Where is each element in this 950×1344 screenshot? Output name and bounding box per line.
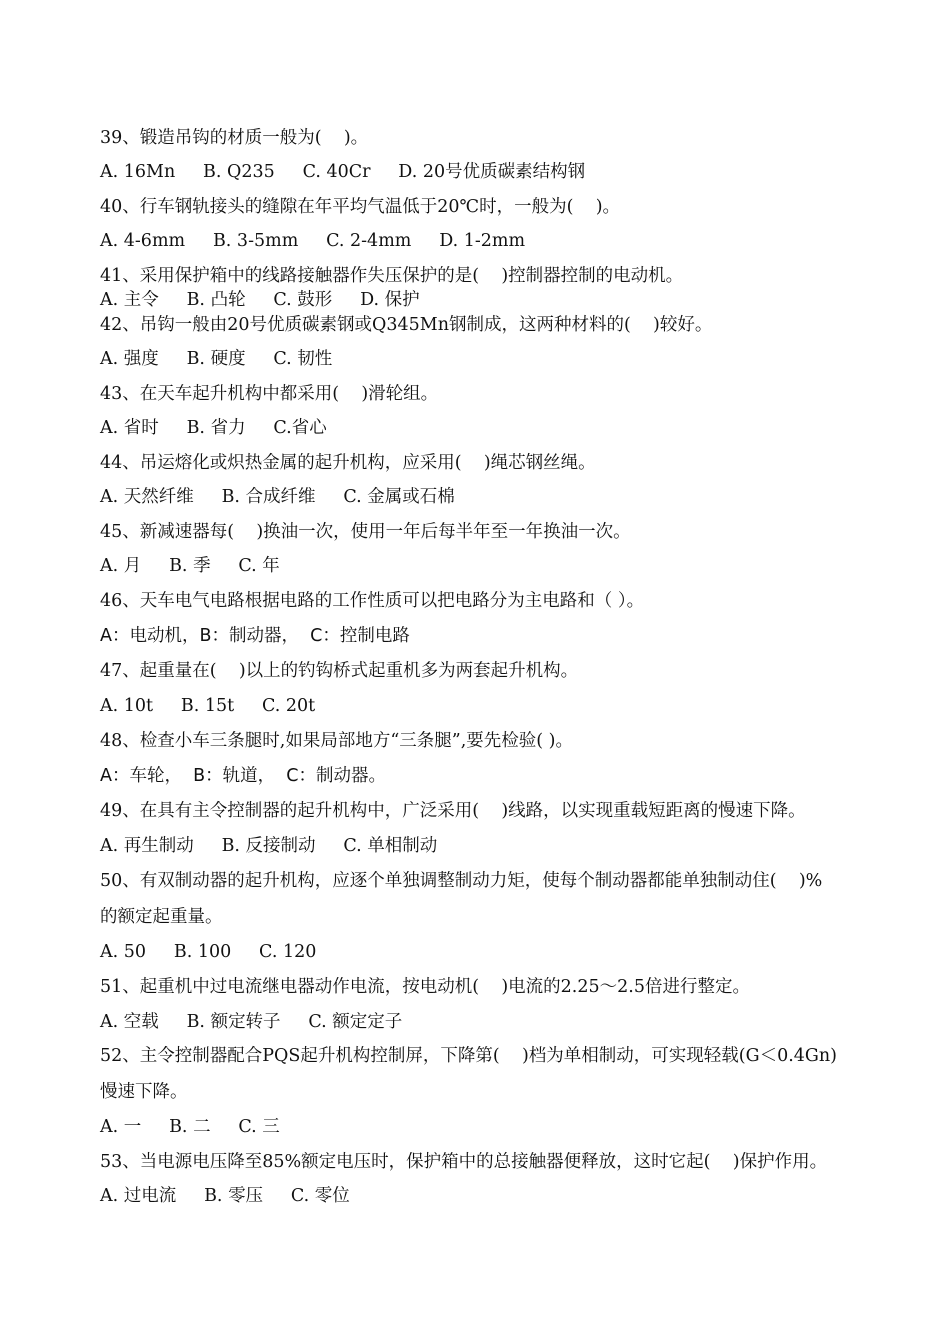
question-43: 43、在天车起升机构中都采用( )滑轮组。 xyxy=(100,384,439,404)
question-41: 41、采用保护箱中的线路接触器作失压保护的是( )控制器控制的电动机。 xyxy=(100,266,684,286)
options-52: A. 一 B. 二 C. 三 xyxy=(100,1117,280,1137)
question-50-cont: 的额定起重量。 xyxy=(100,907,223,927)
options-48: A：车轮， B：轨道， C：制动器。 xyxy=(100,766,386,786)
question-45: 45、新减速器每( )换油一次，使用一年后每半年至一年换油一次。 xyxy=(100,522,631,542)
options-50: A. 50 B. 100 C. 120 xyxy=(100,942,317,962)
options-46: A：电动机，B：制动器， C：控制电路 xyxy=(100,626,410,646)
question-40: 40、行车钢轨接头的缝隙在年平均气温低于20℃时，一般为( )。 xyxy=(100,197,621,217)
question-53: 53、当电源电压降至85%额定电压时，保护箱中的总接触器便释放，这时它起( )保护作用。 xyxy=(100,1152,828,1172)
question-52-cont: 慢速下降。 xyxy=(100,1082,188,1102)
options-43: A. 省时 B. 省力 C.省心 xyxy=(100,418,327,438)
options-53: A. 过电流 B. 零压 C. 零位 xyxy=(100,1186,350,1206)
options-44: A. 天然纤维 B. 合成纤维 C. 金属或石棉 xyxy=(100,487,455,507)
options-39: A. 16Mn B. Q235 C. 40Cr D. 20号优质碳素结构钢 xyxy=(100,162,586,182)
options-51: A. 空载 B. 额定转子 C. 额定定子 xyxy=(100,1012,403,1032)
question-46: 46、天车电气电路根据电路的工作性质可以把电路分为主电路和（ ）。 xyxy=(100,591,645,611)
question-52: 52、主令控制器配合PQS起升机构控制屏，下降第( )档为单相制动，可实现轻载(G＜0.4Gn) xyxy=(100,1046,837,1066)
question-50: 50、有双制动器的起升机构，应逐个单独调整制动力矩，使每个制动器都能单独制动住( )% xyxy=(100,871,823,891)
question-44: 44、吊运熔化或炽热金属的起升机构，应采用( )绳芯钢丝绳。 xyxy=(100,453,596,473)
options-41: A. 主令 B. 凸轮 C. 鼓形 D. 保护 xyxy=(100,290,420,310)
question-47: 47、起重量在( )以上的钓钩桥式起重机多为两套起升机构。 xyxy=(100,661,579,681)
question-48: 48、检查小车三条腿时,如果局部地方“三条腿”,要先检验( )。 xyxy=(100,731,574,751)
options-42: A. 强度 B. 硬度 C. 韧性 xyxy=(100,349,333,369)
question-39: 39、锻造吊钩的材质一般为( )。 xyxy=(100,128,369,148)
options-47: A. 10t B. 15t C. 20t xyxy=(100,696,316,716)
options-40: A. 4-6mm B. 3-5mm C. 2-4mm D. 1-2mm xyxy=(100,231,526,251)
question-49: 49、在具有主令控制器的起升机构中，广泛采用( )线路，以实现重载短距离的慢速下降。 xyxy=(100,801,806,821)
question-51: 51、起重机中过电流继电器动作电流，按电动机( )电流的2.25～2.5倍进行整定。 xyxy=(100,977,750,997)
options-45: A. 月 B. 季 C. 年 xyxy=(100,556,280,576)
options-49: A. 再生制动 B. 反接制动 C. 单相制动 xyxy=(100,836,438,856)
question-42: 42、吊钩一般由20号优质碳素钢或Q345Mn钢制成，这两种材料的( )较好。 xyxy=(100,315,713,335)
